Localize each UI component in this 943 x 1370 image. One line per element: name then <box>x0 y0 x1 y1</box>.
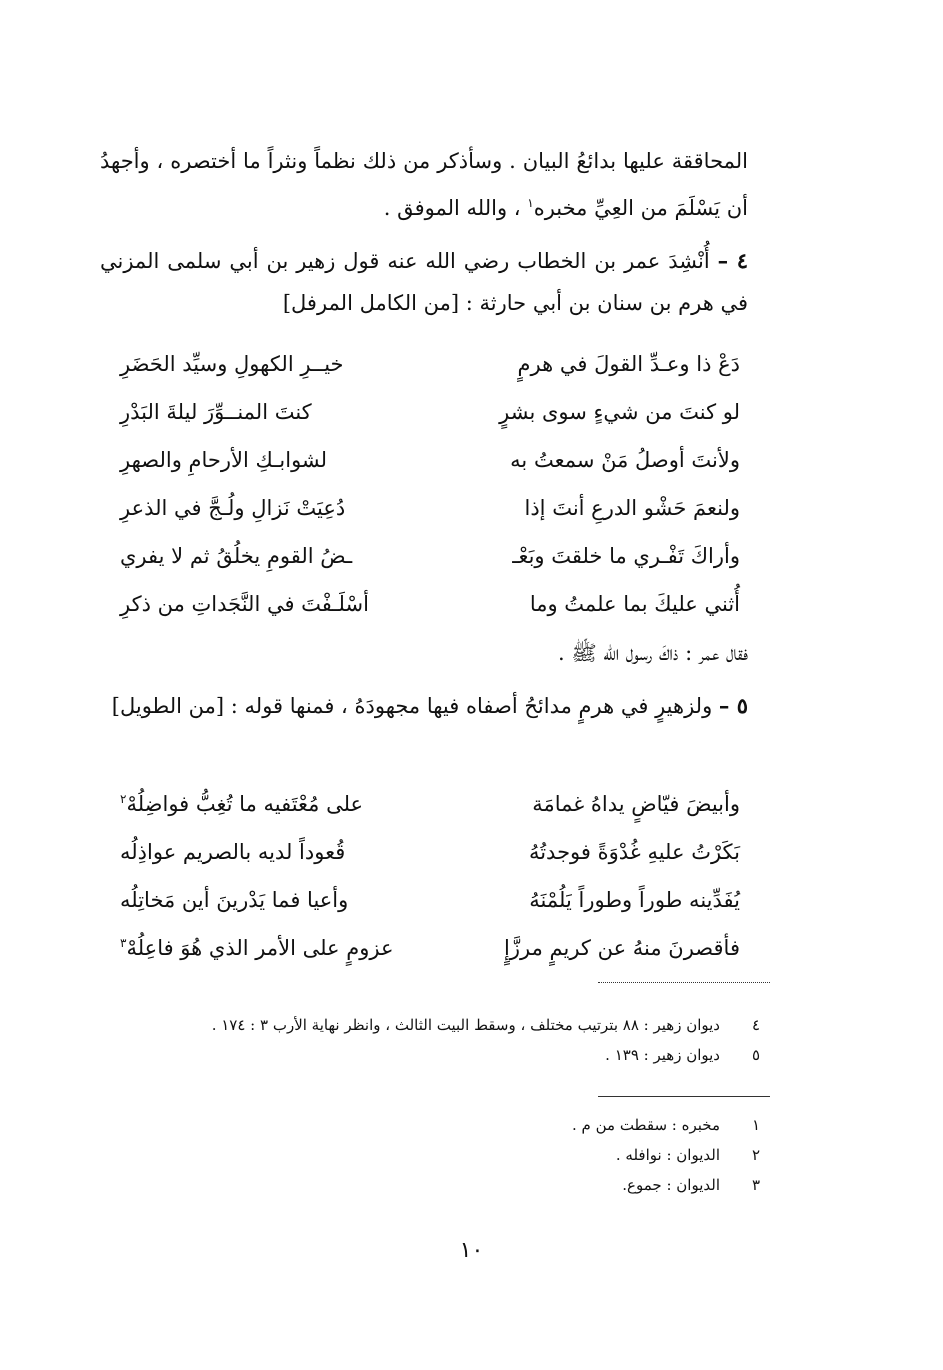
footnote <box>100 1140 760 1170</box>
verse-row <box>120 780 740 828</box>
footnote-marker-1: ١ <box>527 196 534 210</box>
item-5-meter: [من الطويل] <box>111 694 225 718</box>
intro-text-end: ، والله الموفق . <box>383 196 521 220</box>
verse-second-hemistich: دُعِيَتْ نَزالِ ولُـجَّ في الذعرِ <box>120 496 346 520</box>
intro-text: المحاققة عليها بدائعُ البيان . وسأذكر من ذلك نظماً ونثراً ما أختصره ، وأجهدُ أن يَسْلَمَ من العِيِّ مخبره <box>100 149 748 220</box>
verse-first-hemistich: ولنعمَ حَشْو الدرعِ أنتَ إذا <box>524 496 740 520</box>
footnotes <box>100 1110 760 1200</box>
note-text: ديوان زهير : ٨٨ بترتيب مختلف ، وسقط البيت الثالث ، وانظر نهاية الأرب ٣ : ١٧٤ . <box>211 1016 720 1034</box>
item-4-number: ٤ – <box>717 248 749 273</box>
verse-first-hemistich: وأراكَ تَفْـري ما خلقتَ وبَعْـ <box>512 544 740 568</box>
note-text: الديوان : نوافله . <box>615 1146 720 1164</box>
source-note <box>100 1010 760 1040</box>
verse-second-hemistich: ـضُ القومِ يخلُقُ ثم لا يفري <box>120 544 353 568</box>
verse-first-hemistich: فأقصرنَ منهُ عن كريمٍ مرزَّإٍ <box>504 936 740 960</box>
verse-row <box>120 924 740 972</box>
verse-second-hemistich <box>120 936 420 960</box>
item-4-text: أُنْشِدَ عمر بن الخطاب رضي الله عنه قول زهير بن أبي سلمى المزني في هرم بن سنان بن أبي حارثة : <box>100 249 748 315</box>
verse-second-hemistich: كنتَ المنــوِّرَ ليلةَ البَدْرِ <box>120 400 312 424</box>
verse-first-hemistich: بَكَرْتُ عليهِ غُدْوَةً فوجدتُهُ <box>528 840 740 864</box>
footnote <box>100 1110 760 1140</box>
hemistich-text: عزومٍ على الأمر الذي هُوَ فاعِلُهْ <box>126 936 394 960</box>
note-number: ١ <box>751 1116 760 1134</box>
verse-row <box>120 876 740 924</box>
verse-row <box>120 340 740 388</box>
note-text: الديوان : جموع. <box>622 1176 720 1194</box>
verse-row <box>120 484 740 532</box>
verse-row <box>120 388 740 436</box>
verse-first-hemistich: يُفَدِّينه طوراً وطوراً يَلُمْنَهُ <box>529 888 740 912</box>
poem-1 <box>120 340 740 628</box>
note-number: ٣ <box>751 1176 760 1194</box>
footnote-marker-3: ٣ <box>120 936 127 950</box>
item-4-paragraph <box>100 240 748 324</box>
closing-line: فقال عمر : ذاكَ رسول الله ﷺ . <box>557 641 748 665</box>
note-number: ٥ <box>751 1046 760 1064</box>
intro-paragraph <box>100 140 748 229</box>
verse-second-hemistich: خيــرِ الكهولِ وسيِّد الحَضَرِ <box>120 352 344 376</box>
poem-2 <box>120 780 740 972</box>
verse-second-hemistich: لشوابـكِ الأرحامِ والصهرِ <box>120 448 328 472</box>
page-number: ١٠ <box>459 1238 484 1263</box>
verse-second-hemistich: قُعوداً لديه بالصريم عواذِلُه <box>120 840 346 864</box>
verse-second-hemistich <box>120 792 420 816</box>
verse-first-hemistich: دَعْ ذا وعـدِّ القولَ في هرمٍ <box>517 352 740 376</box>
verse-row <box>120 436 740 484</box>
verse-second-hemistich: وأعيا فما يَدْرينَ أين مَخاتِلُه <box>120 888 349 912</box>
verse-first-hemistich: وأبيضَ فيّاضٍ يداهُ غمامَة <box>532 792 740 816</box>
verse-row <box>120 532 740 580</box>
verse-first-hemistich: ولأنتَ أوصلُ مَنْ سمعتُ به <box>510 448 740 472</box>
item-5-number: ٥ – <box>718 693 748 718</box>
note-text: مخبره : سقطت من م . <box>572 1116 720 1134</box>
verse-first-hemistich: لو كنتَ من شيءٍ سوى بشرٍ <box>499 400 740 424</box>
item-4-meter: [من الكامل المرفل] <box>282 291 460 315</box>
note-text: ديوان زهير : ١٣٩ . <box>605 1046 720 1064</box>
source-notes <box>100 1010 760 1070</box>
footnote <box>100 1170 760 1200</box>
verse-first-hemistich: أُثني عليكَ بما علمتُ وما <box>529 592 740 616</box>
item-5-text: ولزهيرٍ في هرمٍ مدائحُ أصفاه فيها مجهودَهُ ، فمنها قوله : <box>230 694 713 718</box>
verse-row <box>120 580 740 628</box>
verse-second-hemistich: أسْلَـفْتَ في النَّجَداتِ من ذكرِ <box>120 592 369 616</box>
item-5-paragraph <box>100 685 748 727</box>
verse-row <box>120 828 740 876</box>
note-number: ٢ <box>751 1146 760 1164</box>
footnote-divider <box>598 1096 770 1097</box>
source-note <box>100 1040 760 1070</box>
note-number: ٤ <box>751 1016 760 1034</box>
footnote-marker-2: ٢ <box>120 792 127 806</box>
hemistich-text: على مُعْتَفيه ما تُغِبُّ فواضِلُهْ <box>126 792 364 816</box>
dotted-divider <box>598 982 770 983</box>
